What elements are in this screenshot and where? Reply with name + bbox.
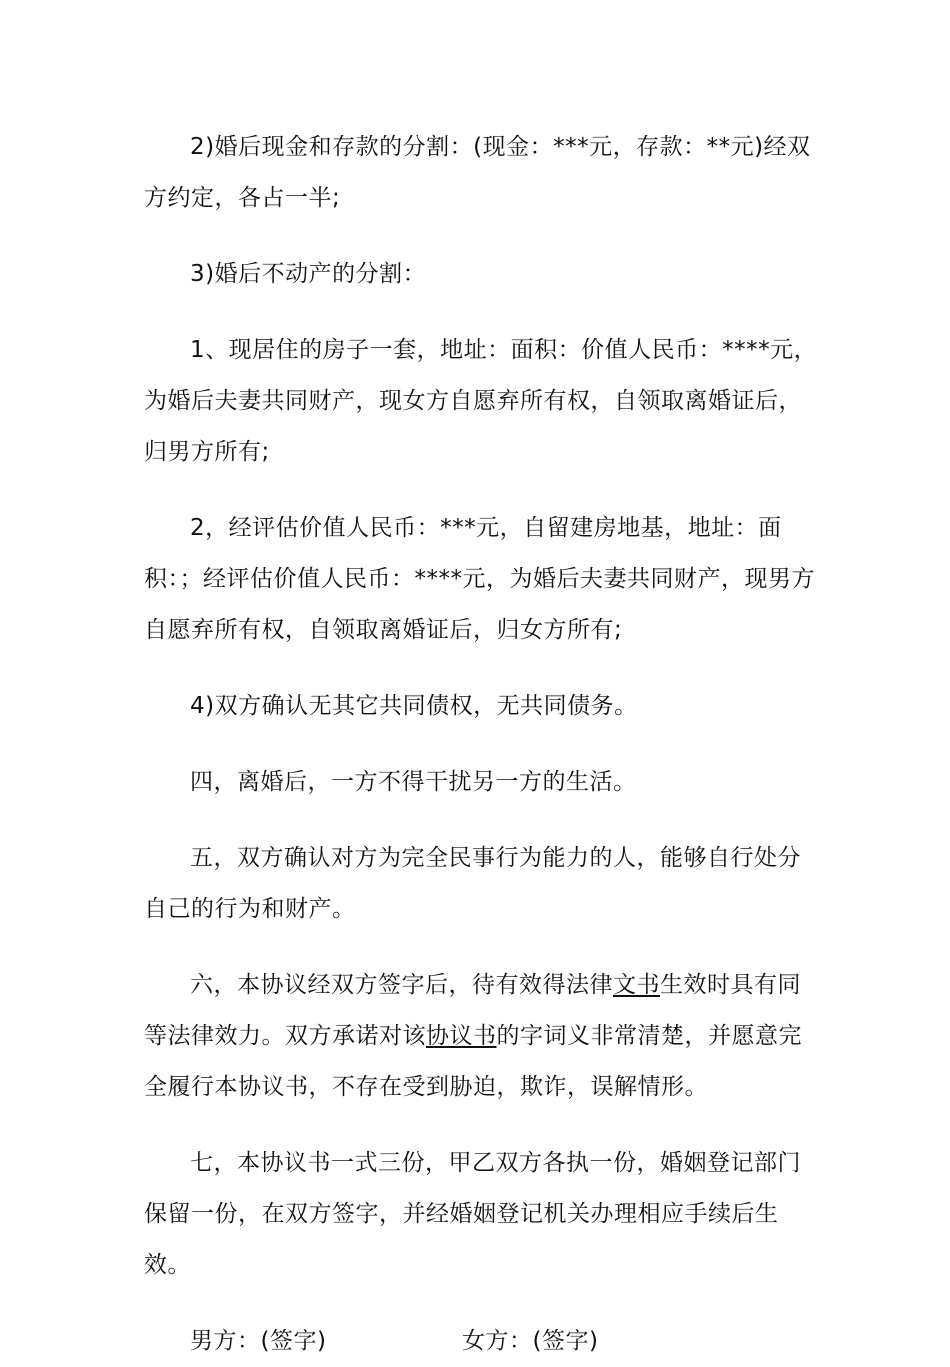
link-wenshu[interactable]: 文书 bbox=[613, 972, 660, 998]
clause-6-text-1: 六，本协议经双方签字后，待有效得法律 bbox=[190, 972, 613, 998]
paragraph-cash-deposit: 2)婚后现金和存款的分割：(现金：***元，存款：**元)经双方约定，各占一半; bbox=[144, 134, 811, 211]
clause-6-text-2: 生效时具有同等法律效力。双方承诺对该 bbox=[144, 972, 801, 1049]
clause-7: 七，本协议书一式三份，甲乙双方各执一份，婚姻登记部门保留一份，在双方签字，并经婚姻登记机关办理相应手续后生效。 bbox=[144, 1150, 801, 1278]
paragraph-real-estate-heading: 3)婚后不动产的分割： bbox=[190, 261, 427, 287]
male-signature: 男方：(签字) bbox=[190, 1328, 327, 1354]
paragraph-debts: 4)双方确认无其它共同债权，无共同债务。 bbox=[190, 693, 638, 719]
clause-6-text-3: 的字词义非常清楚，并愿意完全履行本协议书，不存在受到胁迫，欺诈，误解情形。 bbox=[144, 1023, 802, 1100]
paragraph-house: 1、现居住的房子一套，地址：面积：价值人民币：****元，为婚后夫妻共同财产，现女方自愿弃所有权，自领取离婚证后，归男方所有; bbox=[144, 337, 818, 465]
clause-6 bbox=[144, 960, 820, 1113]
clause-5: 五，双方确认对方为完全民事行为能力的人，能够自行处分自己的行为和财产。 bbox=[144, 845, 801, 922]
link-xieyishu[interactable]: 协议书 bbox=[426, 1023, 497, 1049]
paragraph-land: 2，经评估价值人民币：***元，自留建房地基，地址：面积：；经评估价值人民币：****元，为婚后夫妻共同财产，现男方自愿弃所有权，自领取离婚证后，归女方所有; bbox=[144, 515, 815, 643]
female-signature: 女方：(签字) bbox=[462, 1328, 599, 1354]
signature-line bbox=[144, 1316, 820, 1367]
clause-4: 四，离婚后，一方不得干扰另一方的生活。 bbox=[190, 769, 637, 795]
